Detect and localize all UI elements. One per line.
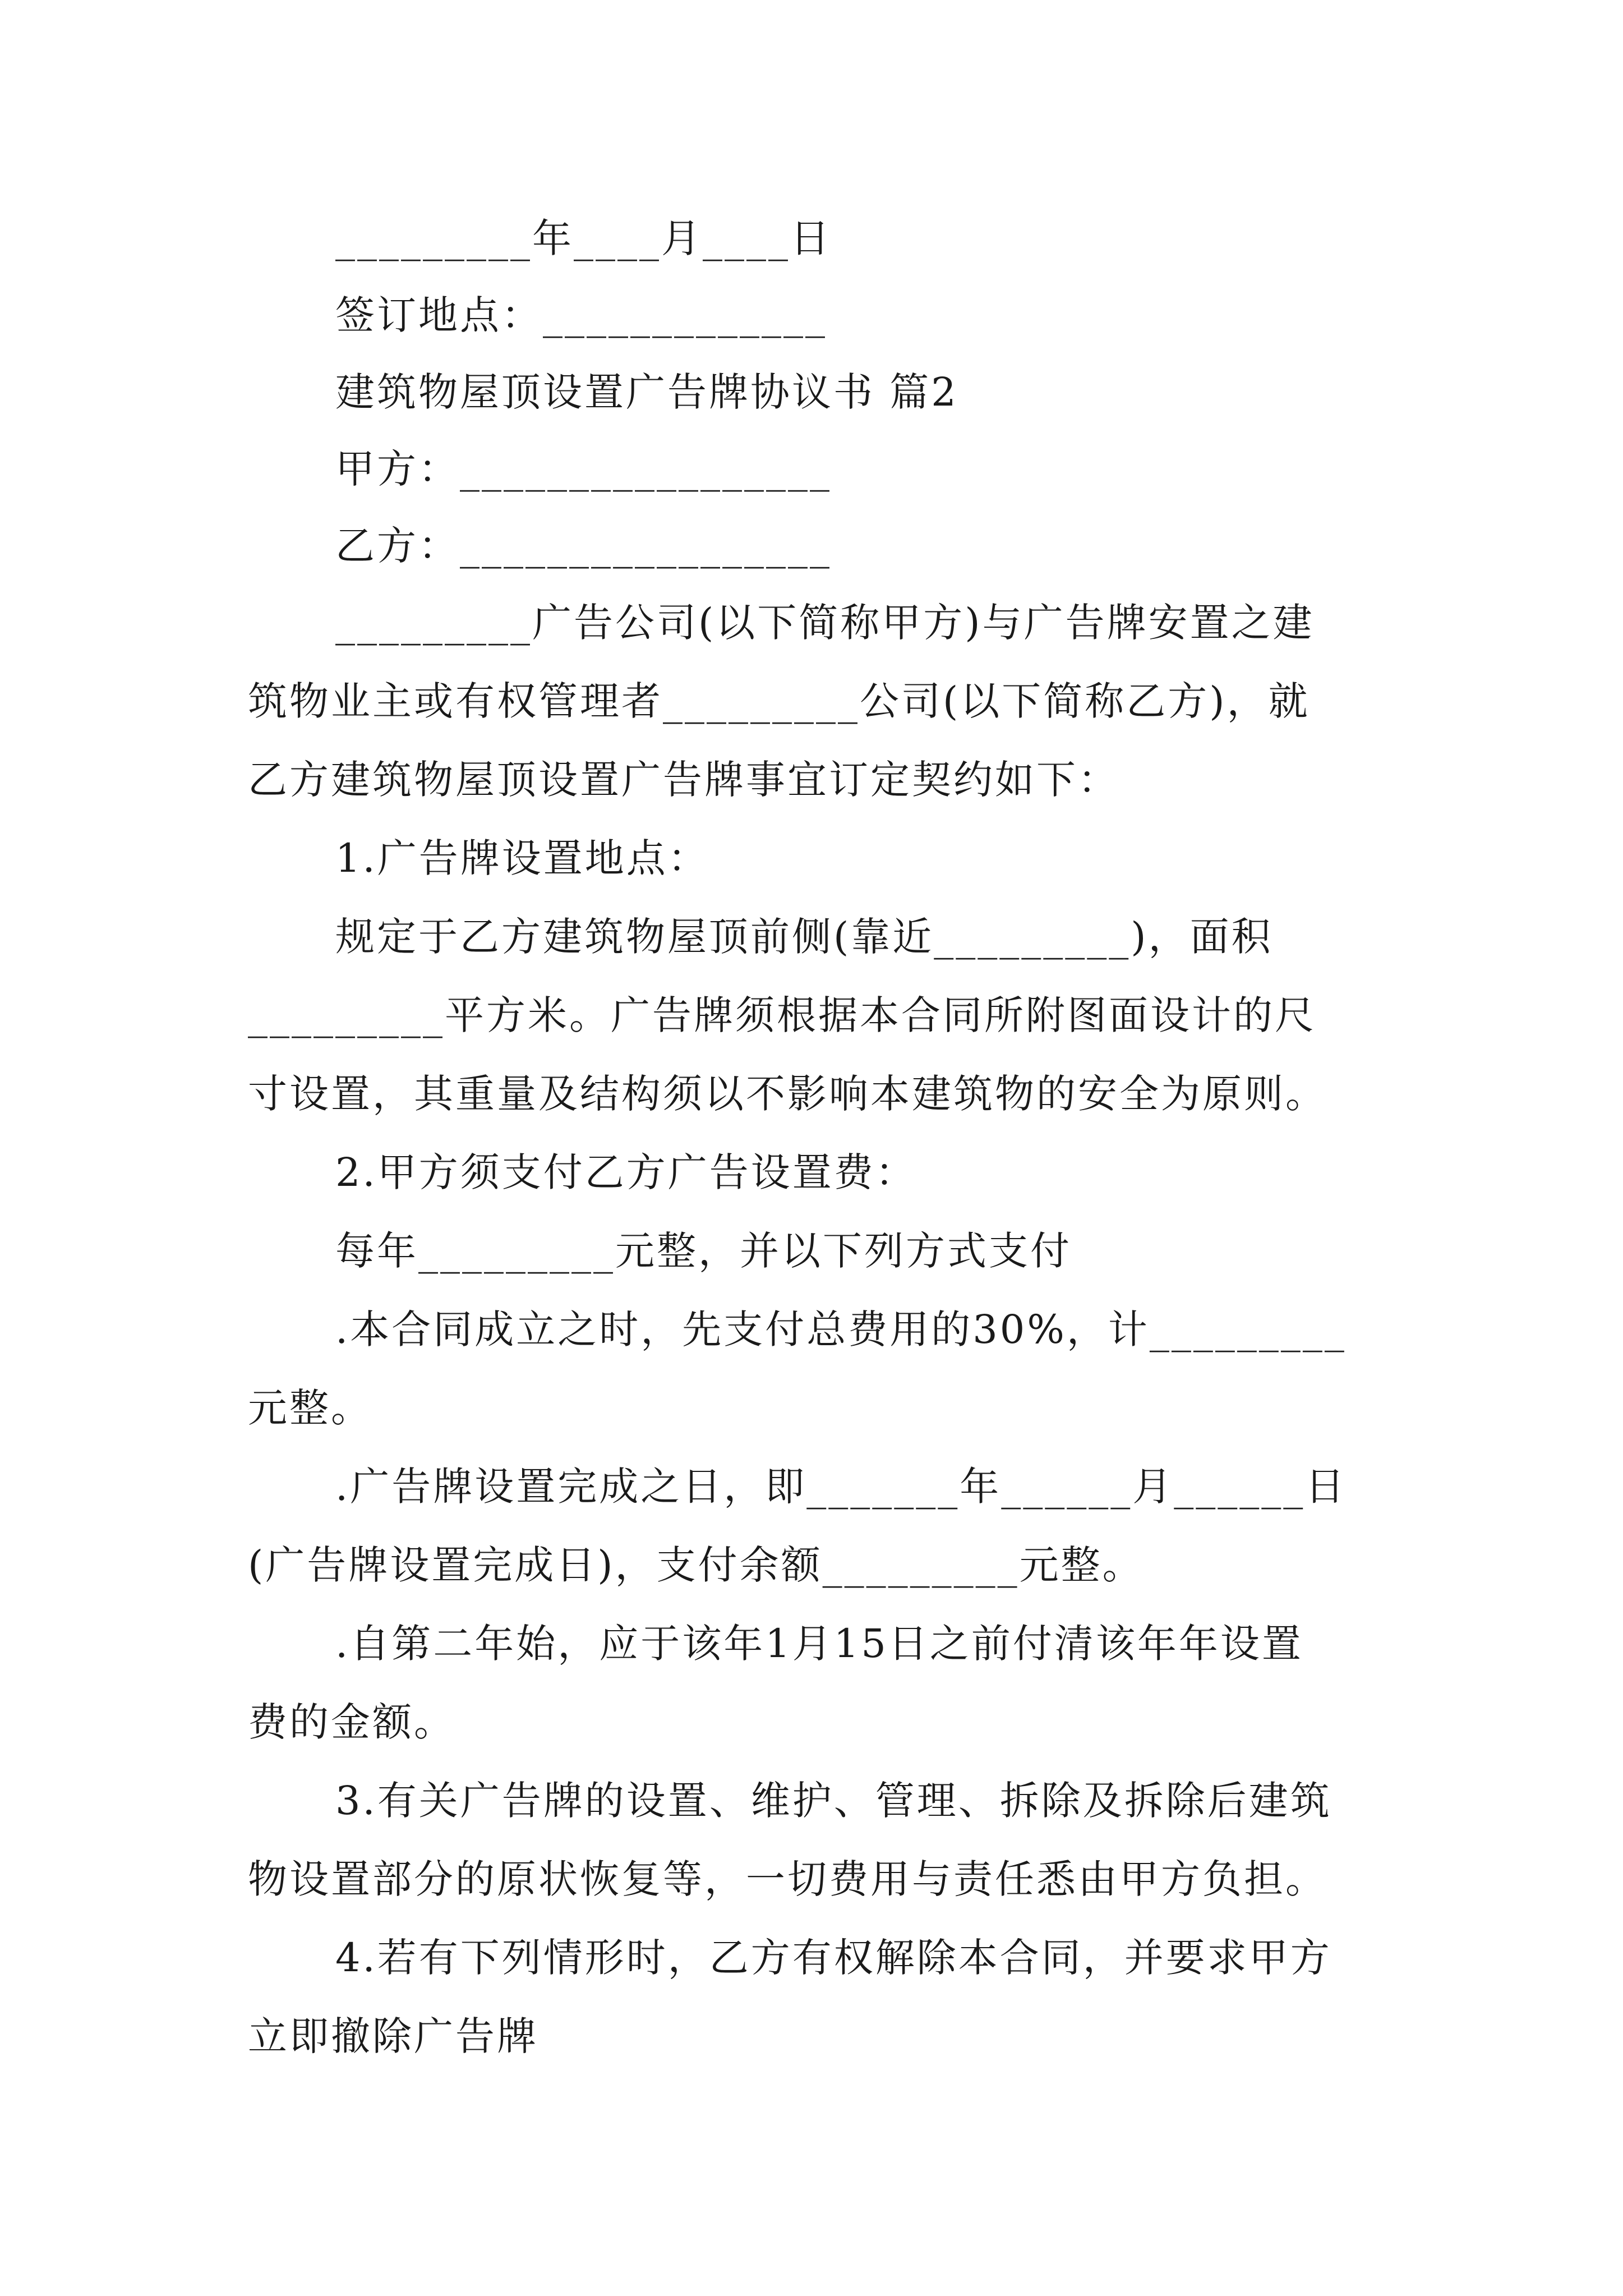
clause-2-item-a-line-2: 元整。 [248,1385,372,1431]
clause-1-heading: 1.广告牌设置地点： [335,835,709,881]
clause-1-text-line-2: _________平方米。广告牌须根据本合同所附图面设计的尺 [248,992,1316,1038]
clause-2-annual-fee: 每年_________元整，并以下列方式支付 [335,1228,1072,1274]
signing-place-line: 签订地点：_____________ [335,292,827,338]
intro-paragraph-line-2: 筑物业主或有权管理者_________公司(以下简称乙方)，就 [248,678,1310,724]
party-b-line: 乙方：_________________ [335,523,832,569]
party-a-line: 甲方：_________________ [335,446,832,492]
clause-2-item-c-line-2: 费的金额。 [248,1699,455,1745]
clause-2-heading: 2.甲方须支付乙方广告设置费： [335,1149,917,1195]
clause-1-text-line-3: 寸设置，其重量及结构须以不影响本建筑物的安全为原则。 [248,1071,1327,1117]
intro-paragraph-line-1: _________广告公司(以下简称甲方)与广告牌安置之建 [335,600,1315,646]
clause-4-line-1: 4.若有下列情形时，乙方有权解除本合同，并要求甲方 [335,1935,1332,1981]
clause-3-line-1: 3.有关广告牌的设置、维护、管理、拆除及拆除后建筑 [335,1778,1332,1824]
clause-3-line-2: 物设置部分的原状恢复等，一切费用与责任悉由甲方负担。 [248,1856,1327,1902]
clause-2-item-b-line-2: (广告牌设置完成日)，支付余额_________元整。 [248,1542,1144,1588]
signing-date-line: _________年____月____日 [335,215,832,261]
section-title: 建筑物屋顶设置广告牌协议书 篇2 [335,369,958,415]
clause-1-text-line-1: 规定于乙方建筑物屋顶前侧(靠近_________)，面积 [335,914,1273,960]
clause-4-line-2: 立即撤除广告牌 [248,2013,538,2059]
clause-2-item-b-line-1: .广告牌设置完成之日，即_______年______月______日 [335,1464,1347,1510]
clause-2-item-a-line-1: .本合同成立之时，先支付总费用的30%，计_________ [335,1306,1347,1352]
intro-paragraph-line-3: 乙方建筑物屋顶设置广告牌事宜订定契约如下： [248,757,1119,803]
clause-2-item-c-line-1: .自第二年始，应于该年1月15日之前付清该年年设置 [335,1621,1303,1667]
